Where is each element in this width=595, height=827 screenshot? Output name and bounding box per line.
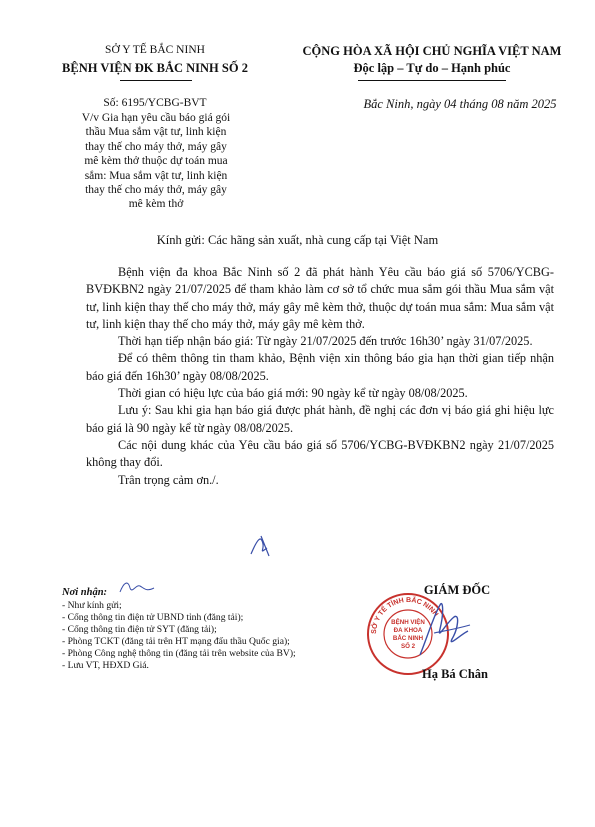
- stamp-line: BỆNH VIỆN: [391, 619, 425, 626]
- closing-line: Trân trọng cảm ơn./.: [118, 472, 219, 487]
- initial-mark: [247, 530, 277, 560]
- list-item: - Lưu VT, HĐXD Giá.: [62, 659, 149, 671]
- national-title: CỘNG HÒA XÃ HỘI CHỦ NGHĨA VIỆT NAM: [302, 44, 562, 58]
- stamp-line: SỐ 2: [400, 643, 416, 650]
- recipients-label: Nơi nhận:: [62, 587, 108, 598]
- body-paragraph: Thời hạn tiếp nhận báo giá: Từ ngày 21/07/2025 đến trước 16h30’ ngày 31/07/2025.: [118, 334, 533, 349]
- header-rule-left: [120, 80, 192, 81]
- list-item: - Cổng thông tin điện tử UBND tỉnh (đăng tải);: [62, 611, 244, 623]
- list-item: - Phòng Công nghệ thông tin (đăng tải trên website của BV);: [62, 647, 296, 659]
- body-paragraph: Các nội dung khác của Yêu cầu báo giá số 5706/YCBG-BVĐKBN2 ngày 21/07/2025 không thay đổi.: [86, 437, 554, 470]
- national-motto: Độc lập – Tự do – Hạnh phúc: [353, 61, 511, 75]
- recipients-list: [62, 600, 382, 671]
- organization-name: BỆNH VIỆN ĐK BẮC NINH SỐ 2: [62, 61, 248, 75]
- body-paragraph: Để có thêm thông tin tham khảo, Bệnh viện xin thông báo gia hạn thời gian tiếp nhận báo giá đến 16h30’ ngày 08/08/2025.: [86, 351, 554, 383]
- document-body: [86, 264, 554, 489]
- document-date: Bắc Ninh, ngày 04 tháng 08 năm 2025: [363, 97, 557, 111]
- signer-name: Hạ Bá Chân: [422, 667, 488, 681]
- stamp-ring-text: SỞ Y TẾ TỈNH BẮC NINH: [370, 596, 440, 635]
- document-subject: V/v Gia hạn yêu cầu báo giá gói thầu Mua sắm vật tư, linh kiện thay thế cho máy thở, máy gây mê kèm thở thuộc dự toán mua sắm: Mua sắm vật tư, linh kiện thay thế cho máy thở, máy gây mê kèm thở: [81, 112, 231, 211]
- parent-organization: SỞ Y TẾ BẮC NINH: [105, 44, 205, 56]
- list-item: - Như kính gửi;: [62, 600, 122, 611]
- list-item: - Cổng thông tin điện tử SYT (đăng tải);: [62, 623, 217, 635]
- stamp-line: BẮC NINH: [392, 635, 424, 642]
- stamp-line: ĐA KHOA: [393, 627, 423, 634]
- list-item: - Phòng TCKT (đăng tải trên HT mạng đấu thầu Quốc gia);: [62, 635, 290, 647]
- body-paragraph: Thời gian có hiệu lực của báo giá mới: 90 ngày kể từ ngày 08/08/2025.: [118, 386, 468, 401]
- document-number: Số: 6195/YCBG-BVT: [103, 97, 207, 109]
- signer-title: GIÁM ĐỐC: [423, 583, 491, 597]
- body-paragraph: Lưu ý: Sau khi gia hạn báo giá được phát hành, đề nghị các đơn vị báo giá ghi hiệu lực báo giá là 90 ngày kể từ ngày 08/08/2025.: [86, 403, 554, 435]
- recipient-line: Kính gửi: Các hãng sản xuất, nhà cung cấp tại Việt Nam: [156, 233, 439, 247]
- recipients-initial-mark: [118, 578, 158, 598]
- header-rule-right: [358, 80, 506, 81]
- handwritten-signature: [410, 595, 480, 665]
- body-paragraph: Bệnh viện đa khoa Bắc Ninh số 2 đã phát hành Yêu cầu báo giá số 5706/YCBG-BVĐKBN2 ngày 21/07/2025 để tham khảo làm cơ sở tổ chức mua sắm gói thầu Mua sắm vật tư, linh kiện thay thế cho máy thở, máy gây mê kèm thở, thuộc dự toán mua sắm: Mua sắm vật tư, linh kiện thay thế cho máy thở, máy gây mê kèm thở.: [86, 265, 554, 331]
